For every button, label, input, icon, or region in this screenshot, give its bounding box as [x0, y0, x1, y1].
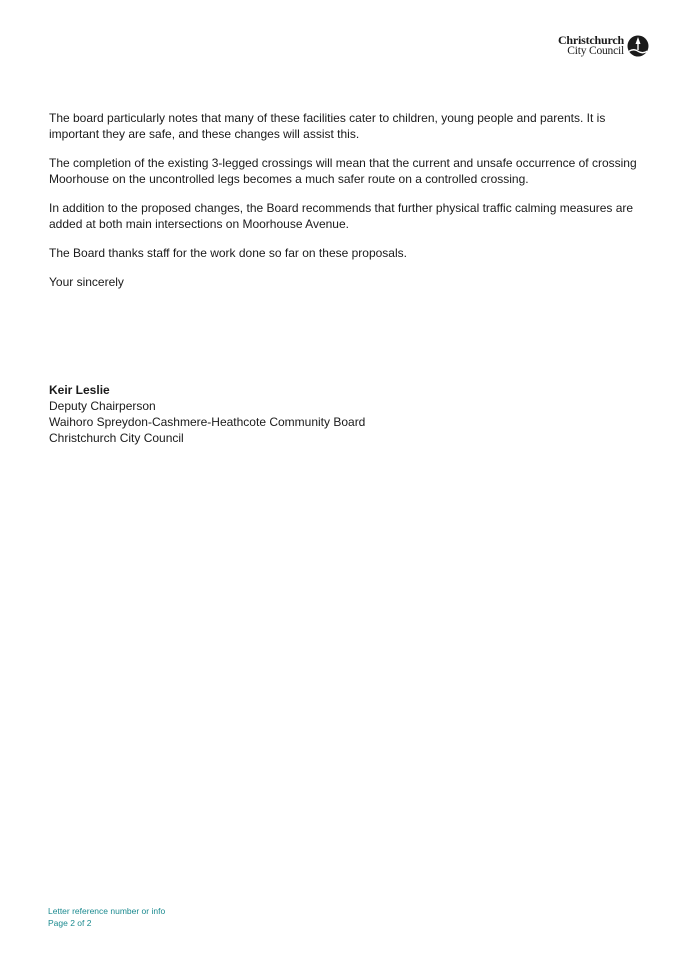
page-number: Page 2 of 2: [48, 918, 92, 928]
signature-block: [49, 382, 365, 446]
signatory-board: Waihoro Spreydon-Cashmere-Heathcote Community Board: [49, 415, 366, 429]
letter-paragraph-1: The board particularly notes that many of these facilities cater to children, young people and parents. It is important they are safe, and these changes will assist this.: [49, 111, 606, 141]
letter-closing: Your sincerely: [49, 275, 124, 289]
logo-wordmark: [558, 35, 624, 57]
letter-paragraph-4: The Board thanks staff for the work done so far on these proposals.: [49, 246, 407, 260]
council-logo: [558, 35, 649, 57]
logo-line-1: Christchurch: [557, 33, 624, 47]
signatory-title: Deputy Chairperson: [49, 399, 156, 413]
letter-paragraph-2: The completion of the existing 3-legged crossings will mean that the current and unsafe occurrence of crossing Moorhouse on the uncontrolled legs becomes a much safer route on a controlled crossing.: [49, 156, 637, 186]
letter-body: [49, 110, 639, 303]
footer-reference: Letter reference number or info: [48, 906, 166, 916]
page-footer: [48, 905, 165, 929]
signatory-name: Keir Leslie: [49, 383, 110, 397]
signatory-organisation: Christchurch City Council: [49, 431, 184, 445]
christchurch-cathedral-mark-icon: [627, 35, 649, 57]
logo-line-2: City Council: [567, 45, 624, 57]
letter-paragraph-3: In addition to the proposed changes, the Board recommends that further physical traffic calming measures are added at both main intersections on Moorhouse Avenue.: [49, 201, 634, 231]
